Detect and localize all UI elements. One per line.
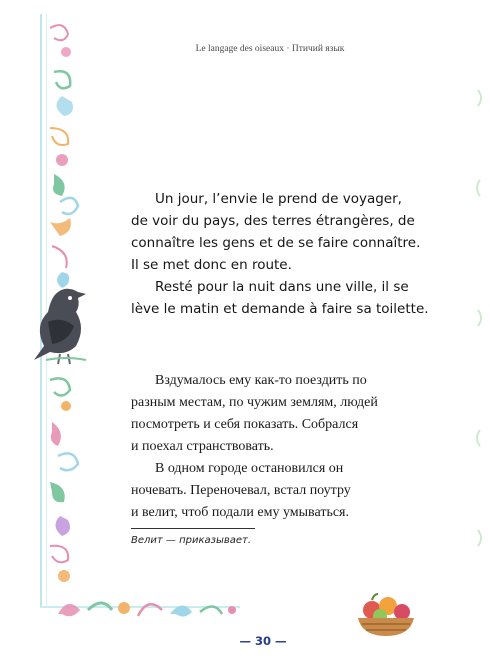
russian-line: В одном городе остановился он — [155, 461, 344, 476]
french-line: de voir du pays, des terres étrangères, de — [131, 213, 415, 229]
page-number: — 30 — — [239, 634, 287, 648]
russian-line: и поехал странствовать. — [131, 439, 274, 454]
russian-text-block — [131, 370, 461, 524]
footnote: Велит — приказывает. — [131, 535, 252, 546]
fruit-basket-illustration-icon — [354, 590, 418, 640]
crow-illustration-icon — [26, 276, 96, 366]
running-header: Le langage des oiseaux · Птичий язык — [195, 44, 345, 54]
french-line: Resté pour la nuit dans une ville, il se — [155, 279, 409, 295]
french-line: lève le matin et demande à faire sa toilette. — [131, 301, 429, 317]
french-line: connaître les gens et de se faire connaître. — [131, 235, 421, 251]
footnote-rule — [131, 528, 255, 529]
right-edge-marks — [466, 60, 490, 600]
french-line: Il se met donc en route. — [131, 257, 292, 273]
french-line: Un jour, l’envie le prend de voyager, — [155, 191, 402, 207]
russian-line: посмотреть и себя показать. Собрался — [131, 417, 359, 432]
russian-line: ночевать. Переночевал, встал поутру — [131, 483, 351, 498]
russian-line: разным местам, по чужим землям, людей — [131, 395, 378, 410]
french-text-block — [131, 188, 461, 320]
bottom-ornament-icon — [52, 588, 242, 624]
russian-line: Вздумалось ему как-то поездить по — [155, 373, 367, 388]
russian-line: и велит, чтоб подали ему умываться. — [131, 505, 349, 520]
